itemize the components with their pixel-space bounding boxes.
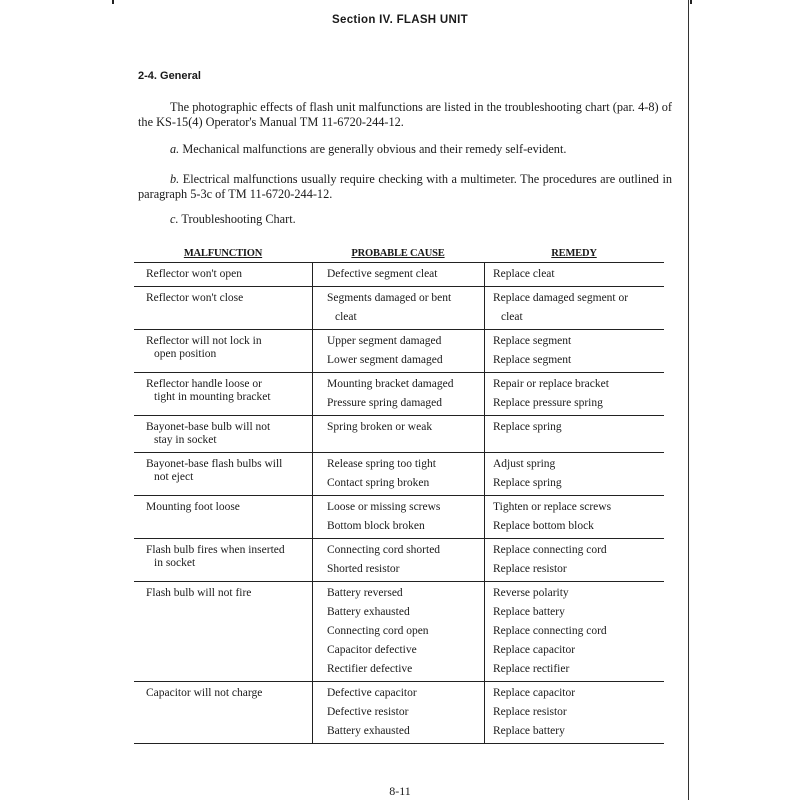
malfunction-cell: [134, 330, 312, 372]
malfunction-text: Reflector won't open: [146, 268, 242, 280]
cause-item-text: Contact spring broken: [327, 477, 430, 489]
malfunction-text: Bayonet-base bulb will not: [146, 421, 271, 433]
malfunction-cell: [134, 539, 312, 581]
chart-header-row: [134, 248, 664, 262]
cause-item-text: Upper segment damaged: [327, 335, 442, 347]
cause-item-text: Battery exhausted: [327, 606, 410, 618]
remedy-cell: [484, 453, 664, 495]
malfunction-cell: [134, 263, 312, 286]
malfunction-text: tight in mounting bracket: [154, 391, 271, 403]
cause-item: [327, 397, 484, 410]
malfunction-text: Capacitor will not charge: [146, 687, 263, 699]
probable-cause-cell: [312, 453, 484, 495]
probable-cause-cell: [312, 582, 484, 681]
header-malfunction: MALFUNCTION: [183, 248, 263, 259]
cause-item: [327, 706, 484, 719]
cause-item: [327, 354, 484, 367]
chart-body: [134, 263, 664, 744]
cause-item: [327, 606, 484, 619]
remedy-item-text: Replace bottom block: [493, 520, 594, 532]
remedy-item-text: Replace segment: [493, 335, 572, 347]
cause-item: [327, 587, 484, 600]
remedy-item: [493, 421, 664, 434]
remedy-item: [493, 354, 664, 367]
subparagraph-c: [138, 212, 672, 227]
chart-row: [134, 287, 664, 330]
remedy-item-text: Replace resistor: [493, 706, 567, 718]
remedy-item: [493, 544, 664, 557]
remedy-item-text: Replace rectifier: [493, 663, 570, 675]
malfunction-text: Bayonet-base flash bulbs will: [146, 458, 283, 470]
remedy-item-text: Replace resistor: [493, 563, 567, 575]
remedy-item-text: Replace capacitor: [493, 687, 576, 699]
subparagraph-a-text: Mechanical malfunctions are generally obvious and their remedy self-evident.: [182, 142, 567, 156]
chart-row: [134, 330, 664, 373]
malfunction-text: not eject: [154, 471, 194, 483]
remedy-item: [493, 292, 664, 324]
remedy-item: [493, 725, 664, 738]
cause-item: [327, 421, 484, 434]
malfunction-cell: [134, 373, 312, 415]
remedy-item: [493, 477, 664, 490]
remedy-cell: [484, 287, 664, 329]
cause-item-text: Battery reversed: [327, 587, 403, 599]
malfunction-text: open position: [154, 348, 217, 360]
cause-item-text: Shorted resistor: [327, 563, 400, 575]
page-frame-right-edge: [688, 0, 689, 800]
cause-item: [327, 725, 484, 738]
chart-row: [134, 496, 664, 539]
remedy-item: [493, 687, 664, 700]
remedy-item: [493, 606, 664, 619]
remedy-item-text: Adjust spring: [493, 458, 556, 470]
cause-item-text: Spring broken or weak: [327, 421, 433, 433]
probable-cause-cell: [312, 416, 484, 452]
malfunction-text: Reflector handle loose or: [146, 378, 262, 390]
chart-row: [134, 263, 664, 287]
cause-item-text: Defective resistor: [327, 706, 409, 718]
cause-item-text: Release spring too tight: [327, 458, 436, 470]
remedy-item: [493, 501, 664, 514]
remedy-item: [493, 268, 664, 281]
probable-cause-cell: [312, 539, 484, 581]
malfunction-cell: [134, 496, 312, 538]
malfunction-text: Reflector won't close: [146, 292, 244, 304]
cause-item-text: Connecting cord shorted: [327, 544, 441, 556]
probable-cause-cell: [312, 373, 484, 415]
cause-item-text: Capacitor defective: [327, 644, 417, 656]
cause-item-text: Rectifier defective: [327, 663, 413, 675]
malfunction-text: Mounting foot loose: [146, 501, 240, 513]
probable-cause-cell: [312, 330, 484, 372]
remedy-item-text: cleat: [501, 311, 523, 323]
malfunction-text: Reflector will not lock in: [146, 335, 262, 347]
cause-item-text: Bottom block broken: [327, 520, 425, 532]
cause-item-text: Pressure spring damaged: [327, 397, 442, 409]
chart-row: [134, 539, 664, 582]
chart-row: [134, 373, 664, 416]
probable-cause-cell: [312, 263, 484, 286]
remedy-item-text: Repair or replace bracket: [493, 378, 609, 390]
remedy-item: [493, 458, 664, 471]
malfunction-cell: [134, 582, 312, 681]
intro-paragraph: The photographic effects of flash unit malfunctions are listed in the troubleshooting chart (par. 4-8) of the KS-15(4) Operator's Manual TM 11-6720-244-12.: [138, 100, 672, 129]
remedy-item-text: Replace capacitor: [493, 644, 576, 656]
remedy-cell: [484, 373, 664, 415]
subparagraph-b-text: Electrical malfunctions usually require checking with a multimeter. The procedures are outlined in paragraph 5-3c of TM 11-6720-244-12.: [138, 172, 673, 201]
malfunction-cell: [134, 416, 312, 452]
remedy-item-text: Replace battery: [493, 725, 565, 737]
subparagraph-c-text: Troubleshooting Chart.: [181, 212, 296, 226]
chart-row: [134, 682, 664, 744]
cause-item-text: Mounting bracket damaged: [327, 378, 454, 390]
page-number: 8-11: [389, 784, 411, 798]
subparagraph-b: [138, 172, 672, 202]
paragraph-heading: 2-4. General: [138, 70, 201, 82]
header-remedy: REMEDY: [551, 248, 597, 259]
cause-item: [327, 687, 484, 700]
remedy-item-text: Reverse polarity: [493, 587, 569, 599]
remedy-item: [493, 644, 664, 657]
remedy-item: [493, 663, 664, 676]
cause-item: [327, 477, 484, 490]
malfunction-cell: [134, 287, 312, 329]
header-probable-cause: PROBABLE CAUSE: [351, 248, 445, 259]
remedy-item: [493, 563, 664, 576]
cause-item-text: Connecting cord open: [327, 625, 429, 637]
cause-item: [327, 644, 484, 657]
remedy-item: [493, 706, 664, 719]
cause-item: [327, 335, 484, 348]
remedy-cell: [484, 416, 664, 452]
cause-item: [327, 520, 484, 533]
subparagraph-a: [138, 142, 672, 157]
cause-item-text: Lower segment damaged: [327, 354, 443, 366]
cause-item: [327, 563, 484, 576]
remedy-item-text: Replace damaged segment or: [493, 292, 629, 304]
remedy-cell: [484, 263, 664, 286]
remedy-item-text: Replace connecting cord: [493, 625, 607, 637]
cause-item-text: cleat: [335, 311, 357, 323]
remedy-item-text: Replace connecting cord: [493, 544, 607, 556]
cause-item: [327, 663, 484, 676]
chart-row: [134, 453, 664, 496]
malfunction-cell: [134, 453, 312, 495]
malfunction-text: stay in socket: [154, 434, 217, 446]
remedy-item-text: Replace spring: [493, 421, 562, 433]
remedy-item-text: Replace battery: [493, 606, 565, 618]
remedy-item-text: Replace pressure spring: [493, 397, 603, 409]
malfunction-text: in socket: [154, 557, 196, 569]
remedy-cell: [484, 330, 664, 372]
cause-item: [327, 625, 484, 638]
cause-item-text: Defective capacitor: [327, 687, 417, 699]
remedy-item: [493, 335, 664, 348]
cause-item: [327, 501, 484, 514]
remedy-cell: [484, 582, 664, 681]
section-title: Section IV. FLASH UNIT: [332, 14, 468, 26]
subparagraph-a-marker: a.: [170, 142, 180, 156]
cause-item-text: Loose or missing screws: [327, 501, 441, 513]
remedy-item: [493, 378, 664, 391]
malfunction-text: Flash bulb fires when inserted: [146, 544, 285, 556]
cause-item: [327, 292, 484, 324]
remedy-item-text: Replace cleat: [493, 268, 555, 280]
subparagraph-b-marker: b.: [170, 172, 180, 186]
remedy-cell: [484, 539, 664, 581]
remedy-cell: [484, 496, 664, 538]
malfunction-text: Flash bulb will not fire: [146, 587, 252, 599]
cause-item-text: Battery exhausted: [327, 725, 410, 737]
chart-row: [134, 582, 664, 682]
remedy-item: [493, 587, 664, 600]
cause-item-text: Defective segment cleat: [327, 268, 438, 280]
page-frame-top: [112, 0, 692, 4]
malfunction-cell: [134, 682, 312, 743]
remedy-item-text: Replace segment: [493, 354, 572, 366]
probable-cause-cell: [312, 496, 484, 538]
troubleshooting-chart: [134, 248, 664, 744]
cause-item: [327, 268, 484, 281]
remedy-item-text: Replace spring: [493, 477, 562, 489]
cause-item: [327, 458, 484, 471]
chart-row: [134, 416, 664, 453]
cause-item: [327, 378, 484, 391]
remedy-item: [493, 520, 664, 533]
remedy-item: [493, 397, 664, 410]
probable-cause-cell: [312, 287, 484, 329]
probable-cause-cell: [312, 682, 484, 743]
remedy-cell: [484, 682, 664, 743]
subparagraph-c-marker: c.: [170, 212, 179, 226]
cause-item-text: Segments damaged or bent: [327, 292, 452, 304]
cause-item: [327, 544, 484, 557]
remedy-item-text: Tighten or replace screws: [493, 501, 612, 513]
remedy-item: [493, 625, 664, 638]
